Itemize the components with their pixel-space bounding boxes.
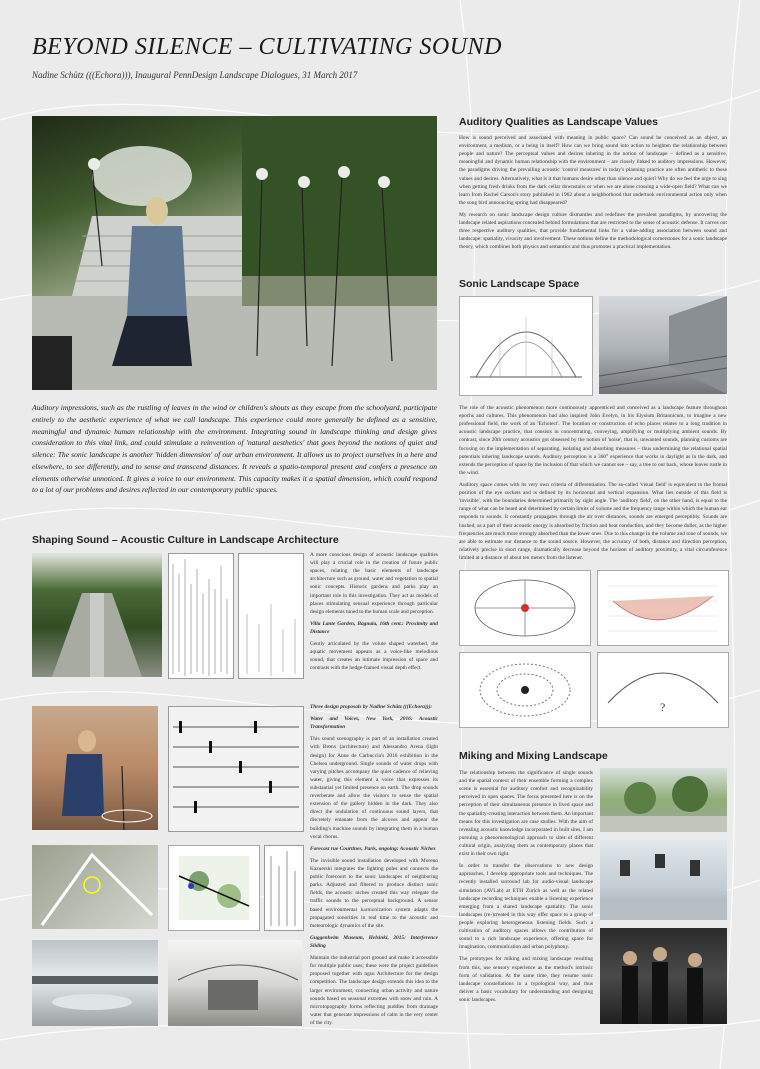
intro-text: Auditory impressions, such as the rustling of leaves in the wind or children's shouts as they escape from the schoolyard, participate entirely to the aesthetic experience of what we call landscape. This experience could more generally be defined as a sensitive, meaningful and dynamic human relationship with the environment. Integrating sound in landscape thinking and design gives consideration to this vital link, and could stimulate a reinvention of 'natural aesthetics' that goes beyond the notions of quiet and silence: The sonic landscape is another 'hidden dimension' of our urban environment. It allows us to project ourselves in a here and elsewhere, to see differently, and to sense and transcend distances. It reveals a spatio-temporal present and confers a presence on elements otherwise unnoticed. It gives a voice to our environment. This capacity makes it a spatial dimension, which could respond to a lot of our problems and desires reflected in our contemporary public spaces. xyxy=(32,403,437,495)
miking-site-photo xyxy=(600,768,727,832)
listening-group-photo xyxy=(600,928,727,1024)
auditory-text xyxy=(459,134,727,256)
forecourt-title: Forecast rue Courtines, Paris, ongoing: Acoustic Niches xyxy=(310,845,436,852)
heading-sonic-landscape: Sonic Landscape Space xyxy=(459,278,580,290)
miking-paragraph-2: In order to transfer the observations to new design approaches, I develop appropriate tools and techniques. The recently installed surround lab for audio-visual landscape simulation (AVLab) at ETH Zurich as well as the related landscape recording techniques enable a listening experience emerging from a shared landscape spatiality. The sonic landscapes (re-)created in this way offer space to a group of people exploring heterogeneous listening fields. Such a cultivation of auditory spaces allows the contribution of sound to a rich landscape experience, offering space for imagination, communication and urban polyphony. xyxy=(459,863,593,951)
sonic-paragraph-1: The role of the acoustic phenomenon more continuously apprenticed and conceived as a landscape feature throughout epochs and cultures. This phenomenon had also inspired John Evelyn, in his Elysium Britannicum, to imagine a new professional field, the work of an 'Echotect'. The location or construction of echo places relates to a long tradition in acoustic landscape practice, that consists in concentrating, conveying, amplifying or multiplying ambient sounds. By contrast, since 20th century acoustics got obsessed by the notion of 'noise', that is, unwanted sounds, planning customs are focusing on the implementation of separating, isolating and absorbing measures – thus undermining the relational spatial potentials inhering landscape sounds. Auditory perception is a 360° experience that works in daylight as in the dark, and extends the perception of space by the inclusion of that which we cannot see – say, a tree to our back, whose leaves rustle in the wind. xyxy=(459,405,727,476)
villa-lante-photo xyxy=(32,553,162,677)
railway-noise-wall-photo xyxy=(599,296,727,394)
sound-track-graphic xyxy=(168,706,304,832)
shaping-text-1 xyxy=(310,551,438,677)
heading-miking-mixing: Miking and Mixing Landscape xyxy=(459,750,608,762)
sonic-text xyxy=(459,404,727,566)
forecourt-photo xyxy=(32,845,158,929)
villa-lante-text: Gently articulated by the volute shaped waterbed, the aquatic movement appears as a voice-like melodious sound, that creates an intimate impression of space and contrasts with the hedge-framed visual depth effect. xyxy=(310,641,438,672)
diagram-hearing-range xyxy=(597,570,729,646)
avlab-room-photo xyxy=(600,840,727,920)
villa-lante-title: Villa Lante Garden, Bagnaia, 16th cent.: Proximity and Distance xyxy=(310,620,438,635)
diagram-listening-zones xyxy=(459,652,591,728)
heading-shaping-sound: Shaping Sound – Acoustic Culture in Landscape Architecture xyxy=(32,534,339,546)
page-title: BEYOND SILENCE – CULTIVATING SOUND xyxy=(32,34,502,60)
guggenheim-text: Maintain the industrial port ground and make it accessible for multiple public uses; these were the project guidelines proposed together with ngsu Architecture for the design competition. The landscape design extends this idea to the larger environment, connecting urban activity and nature sounds based on seasonal extremes with snow and rain. A microtopography forms reflecting puddles from drainage water that generate impressions of calm in the very center of the city. xyxy=(310,955,438,1026)
heading-auditory-qualities: Auditory Qualities as Landscape Values xyxy=(459,116,658,128)
forecourt-text: The invisible sound installation developed with Moreno Kazuerski integrates the lighting poles and connects the public forecourt to the sonic landscapes of neighboring parks. Adjusted and filtered to produce distinct sonic fields, the acoustic niches created this way relegate the traffic sounds to the perceptual background. A sensor based environmental harmonization system adapts the propagated sonorities in real time to the acoustic and meteorologic dynamics of the site. xyxy=(310,857,438,929)
miking-paragraph-1: The relationship between the significance of single sounds and the spatial context of their ensemble forming a complex scene is essential for auditory comfort and recognizability perceived in open spaces. The focus presented here is on the perception of their simultaneous presence in lived space and the spatiality-creating interaction between them. An important means for this investigation are case studies. With the aim of revealing acoustic knowledge incorporated in built sites, I am pursuing a phenomenological approach to sites of different cultural origin, analyzing them as contemporary places that exist in their own right. xyxy=(459,770,593,858)
spectrogram-1 xyxy=(168,553,234,679)
hero-photo xyxy=(32,116,437,390)
forecourt-map xyxy=(168,845,260,931)
echo-garden-drawing xyxy=(459,296,593,396)
water-voices-title: Water and Voices, New York, 2016: Acoustic Transformation xyxy=(310,716,438,731)
helsinki-render-1 xyxy=(32,940,158,1026)
auditory-paragraph-1: How is sound perceived and associated with meaning in public space? Can sound be conceived as an object, an environment, a medium, or a being in itself? How can we bring sound into action to heighten the relationship between people and nature? The perceptual values and desires inhering in the notion of landscape – defined as a sensitive, meaningful and dynamic human relationship with the environment – are closely linked to auditory impressions. However, the paradigms driving the prevailing acoustic 'control measures' in today's planning practice are often antithetic to these values and desires. Alternatively, what is it that humans desire other than silence and quiet? Why do we feel the urge to sing when getting fresh drinks from the dark cellar downstairs or when we are alone crossing a wide-open field? What can we learn from Rachel Carson's story published in 1962 about a neighborhood that undertook environmental action only when the song bird announcing spring had disappeared? xyxy=(459,135,727,206)
shaping-intro-paragraph: A more conscious design of acoustic landscape qualities will play a crucial role in the creation of future public spaces, relating the basic elements of landscape architecture such as ground, water and vegetation to spatial sonic concepts. Historic gardens and parks play an important role in this investigation. They act as models of places stimulating sensual experience through particular design elements tuned to the human scale and perception. xyxy=(310,552,438,615)
forecourt-spectrogram xyxy=(264,845,304,931)
diagram-distance-horizon xyxy=(597,652,729,728)
three-proposals-title: Three design proposals by Nadine Schütz (((Echora))): xyxy=(310,704,433,710)
byline: Nadine Schütz (((Echora))), Inaugural PennDesign Landscape Dialogues, 31 March 2017 xyxy=(32,70,358,80)
miking-paragraph-3: The prototypes for miking and mixing landscape resulting from this, use sensory experience as the method's intrinsic form of validation. At the same time, they resume sonic landscape constellations in a typological way, and thus deliver a basic vocabulary for understanding and designing sonic landscapes. xyxy=(459,956,593,1003)
water-voices-photo xyxy=(32,706,158,830)
guggenheim-title: Guggenheim Museum, Helsinki, 2015: Interference Sliding xyxy=(310,934,438,949)
helsinki-render-2 xyxy=(168,940,302,1026)
sonic-paragraph-2: Auditory space comes with its very own criteria of differentiation. The so-called 'visual field' is equivalent to the frontal position of the eye sockets and is defined by its horizontal and vertical expansion. What lies outside of this field is 'invisible', with the boundaries determined primarily by sight angle. The 'auditory field', on the other hand, is equal to the range of what can be heard and determined by certain limits of volume and the frequency range within which the human ear responds to sounds. It constantly propagates through the air over distances, sounds are emerged perceptibly. Sounds are hushed, as a part of their acoustic energy is absorbed by friction and heat conduction, and they become duller, as the higher frequencies are much more strongly absorbed than the lower ones. Due to this change in the volume and tone of sounds, we are able to estimate our distance to the sound source. However, the accuracy of both, distance and direction perception, relatively precise in short range, dramatically decrease beyond the horizon of auditory proximity, a vital circumference limited at a distance of about ten meters from the listener. xyxy=(459,481,727,561)
auditory-paragraph-2: My research on sonic landscape design culture dismantles and redefines the prevalent paradigms, by uncovering the landscape related aspirations concealed behind formulations that are restricted to the sense of acoustic defense. It carves out three respective auditory qualities, that provide fundamental links for a value-adding association between sound and landscape: spatiality, vivacity and involvement. These notions define the methodological cornerstones for a sonic landscape theory, which combines both physics and semantics and thus promotes a practical implementation. xyxy=(459,211,727,251)
diagram-sound-field xyxy=(459,570,591,646)
shaping-text-2 xyxy=(310,703,438,1031)
water-voices-text: This sound scenography is part of an installation created with Bronx (architecture) and Alessandro Arena (light design) for Anne de Carbuccia's 2016 exhibition in the Chelsea underground. Single sounds of water drops with varying pitches accompany the quiet cadence of relieving water, giving this element a voice that expresses its substantial yet limited presence on earth. The drop sounds reverberate and allow the visitors to sense the spatial extension of the gallery hidden in the dark. They also direct the undulation of continuous sound layers, that discretely emanate from the alcoves and appear the building's machine sounds by integrating them in a human vocal chorus. xyxy=(310,736,438,840)
spectrogram-2 xyxy=(238,553,304,679)
question-mark: ? xyxy=(660,700,666,714)
miking-text xyxy=(459,769,593,1008)
